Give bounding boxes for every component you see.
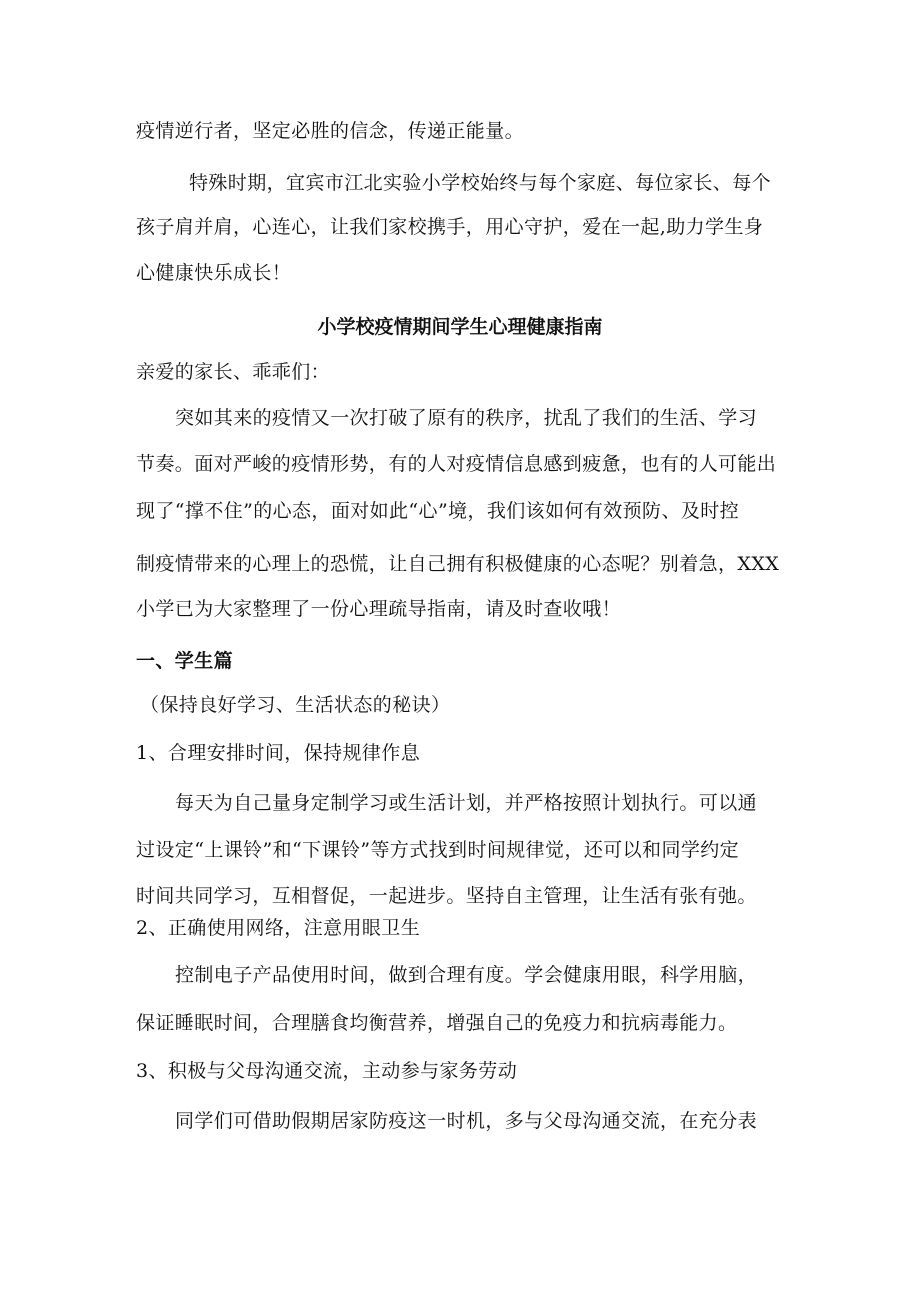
guide-title: 小学校疫情期间学生心理健康指南 — [317, 316, 603, 338]
section-subtitle: （保持良好学习、生活状态的秘诀） — [140, 694, 451, 716]
item-title: 1、合理安排时间，保持规律作息 — [136, 742, 421, 764]
intro-line: 疫情逆行者，坚定必胜的信念，传递正能量。 — [136, 120, 525, 142]
section-heading: 一、学生篇 — [136, 650, 234, 672]
intro-paragraph-line: 心健康快乐成长！ — [136, 262, 292, 284]
item-body-line: 保证睡眠时间，合理膳食均衡营养，增强自己的免疫力和抗病毒能力。 — [136, 1012, 738, 1034]
opening-line: 现了“撑不住”的心态，面对如此“心”境，我们该如何有效预防、及时控 — [136, 500, 740, 522]
opening-line: 突如其来的疫情又一次打破了原有的秩序，扰乱了我们的生活、学习 — [175, 407, 758, 429]
opening-line: 小学已为大家整理了一份心理疏导指南，请及时查收哦！ — [136, 598, 622, 620]
item-body-line: 时间共同学习，互相督促，一起进步。坚持自主管理，让生活有张有弛。 — [136, 885, 757, 907]
opening-line: 节奏。面对严峻的疫情形势，有的人对疫情信息感到疲惫，也有的人可能出 — [136, 453, 777, 475]
item-body-line: 同学们可借助假期居家防疫这一时机，多与父母沟通交流，在充分表 — [175, 1110, 758, 1132]
item-title: 2、正确使用网络，注意用眼卫生 — [136, 917, 421, 939]
item-title: 3、积极与父母沟通交流，主动参与家务劳动 — [136, 1060, 518, 1082]
opening-line: 制疫情带来的心理上的恐慌，让自己拥有积极健康的心态呢？别着急，XXX — [136, 553, 780, 575]
item-body-line: 过设定“上课铃”和“下课铃”等方式找到时间规律觉，还可以和同学约定 — [136, 839, 740, 861]
intro-paragraph-line: 特殊时期，宜宾市江北实验小学校始终与每个家庭、每位家长、每个 — [189, 172, 772, 194]
item-body-line: 控制电子产品使用时间，做到合理有度。学会健康用眼，科学用脑， — [175, 964, 758, 986]
item-body-line: 每天为自己量身定制学习或生活计划，并严格按照计划执行。可以通 — [175, 792, 758, 814]
greeting: 亲爱的家长、乖乖们： — [136, 361, 331, 383]
intro-paragraph-line: 孩子肩并肩，心连心，让我们家校携手，用心守护，爱在一起,助力学生身 — [136, 216, 764, 238]
